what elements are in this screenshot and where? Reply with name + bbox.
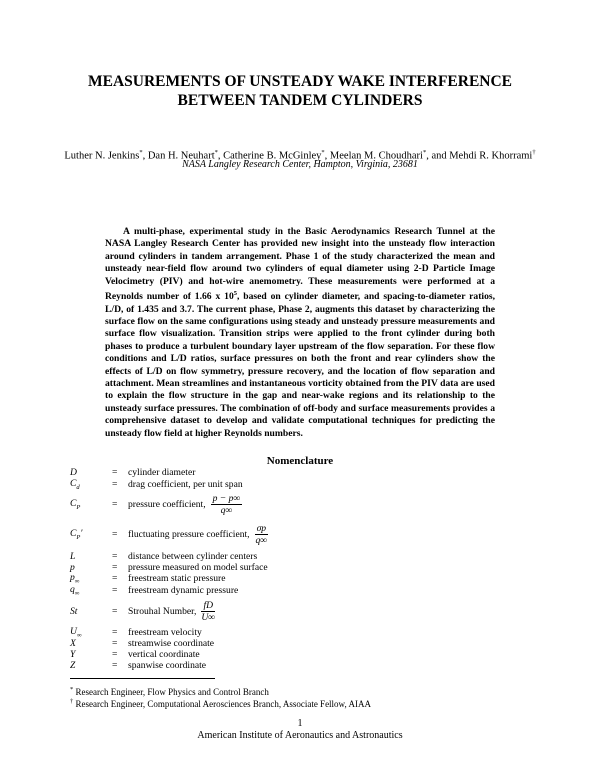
paper-title xyxy=(40,72,560,110)
author-3-mark: * xyxy=(321,149,325,156)
fluctuating-pressure-fraction xyxy=(255,523,269,546)
title-line-1: MEASUREMENTS OF UNSTEADY WAKE INTERFERENCE xyxy=(87,73,513,90)
footnote-1-mark: * xyxy=(70,686,74,693)
nom-symbol-base: C xyxy=(70,527,77,539)
nomenclature-row-X xyxy=(70,638,530,649)
nom-symbol-sub: P xyxy=(76,533,81,541)
nom-definition: cylinder diameter xyxy=(128,466,196,478)
abstract-exponent: 5 xyxy=(233,290,237,298)
nom-definition: freestream velocity xyxy=(128,626,202,638)
nom-equals: = xyxy=(112,550,118,562)
nom-equals: = xyxy=(112,573,118,584)
nom-symbol xyxy=(70,498,112,511)
nom-definition: distance between cylinder centers xyxy=(128,550,258,562)
author-4-mark: * xyxy=(422,149,427,156)
fraction-denominator: q∞ xyxy=(220,505,233,516)
nom-symbol-sub: P xyxy=(76,503,81,511)
abstract-part-2: , based on cylinder diameter, and spacing-to-diameter ratios, L/D, of 1.435 and 3.7. The current phase, Phase 2, augments this dataset by characterizing the surface flow on the same configurations using steady and unsteady pressure measurements and surface flow visualization. Transition strips were applied to the front cylinder during both phases to produce a turbulent boundary layer upstream of the flow separation. For these flow conditions and L/D ratios, surface pressures on both the front and rear cylinders show the effects of L/D on flow symmetry, pressure recovery, and the location of flow separation and attachment. Mean streamlines and instantaneous vorticity obtained from the PIV data are used to explain the flow structure in the gap and near-wake regions and its relationship to the unsteady surface pressures. The combination of off-body and surface measurements provides a comprehensive dataset to develop and validate computational techniques for predicting the unsteady flow field at higher Reynolds numbers. xyxy=(105,291,495,439)
nom-definition: pressure measured on model surface xyxy=(128,562,268,573)
nomenclature-heading: Nomenclature xyxy=(266,455,334,467)
nom-definition xyxy=(128,493,530,516)
nomenclature-row-q-inf xyxy=(70,584,530,596)
nom-definition: vertical coordinate xyxy=(128,649,200,660)
nom-equals: = xyxy=(112,528,118,540)
author-3: , Catherine B. McGinley xyxy=(217,150,322,162)
nom-symbol xyxy=(70,478,112,491)
nom-definition xyxy=(128,600,530,623)
nom-symbol-sub: ∞ xyxy=(76,631,82,639)
nom-definition xyxy=(128,523,530,546)
nom-definition: freestream dynamic pressure xyxy=(128,584,239,596)
nom-symbol-base: U xyxy=(70,625,77,637)
author-1: Luther N. Jenkins xyxy=(64,150,140,162)
nom-symbol: Y xyxy=(70,649,76,660)
nom-symbol: p xyxy=(70,562,75,573)
nom-definition: freestream static pressure xyxy=(128,573,226,584)
nom-equals: = xyxy=(112,562,118,573)
nom-symbol-sub: d xyxy=(76,483,80,491)
footnote-2-text: Research Engineer, Computational Aerosciences Branch, Associate Fellow, AIAA xyxy=(73,699,371,709)
nom-equals: = xyxy=(112,479,118,490)
nomenclature-row-L xyxy=(70,550,530,562)
footnote-divider xyxy=(70,678,215,679)
nom-symbol: L xyxy=(70,550,76,562)
nom-equals: = xyxy=(112,605,118,617)
nom-symbol xyxy=(70,528,112,541)
nom-symbol: Z xyxy=(70,660,76,671)
nomenclature-row-p-inf xyxy=(70,573,530,584)
abstract-part-1: A multi-phase, experimental study in the Basic Aerodynamics Research Tunnel at the NASA Langley Research Center has provided new insight into the unsteady flow interaction around cylinders in tandem arrangement. Phase 1 of the study characterized the mean and unsteady near-field flow around two cylinders of equal diameter using 2-D Particle Image Velocimetry (PIV) and hot-wire anemometry. These measurements were performed at a Reynolds number of 1.66 x 10 xyxy=(105,226,495,303)
nom-equals: = xyxy=(112,584,118,596)
organization-footer: American Institute of Aeronautics and Astronautics xyxy=(197,730,403,741)
nom-symbol-sub: ∞ xyxy=(74,577,80,585)
title-line-2: BETWEEN TANDEM CYLINDERS xyxy=(177,92,423,109)
page-number: 1 xyxy=(297,718,303,729)
nom-definition-text: fluctuating pressure coefficient, xyxy=(128,528,250,540)
fraction-numerator: fD xyxy=(203,599,214,611)
nomenclature-row-Y xyxy=(70,649,530,660)
nomenclature-row-U-inf xyxy=(70,626,530,638)
author-5-mark: † xyxy=(532,149,536,156)
fraction-numerator: σp xyxy=(256,522,267,534)
nom-equals: = xyxy=(112,626,118,638)
author-2-mark: * xyxy=(214,149,218,156)
nom-symbol: X xyxy=(70,638,76,649)
nomenclature-row-St xyxy=(70,596,530,626)
nom-symbol-base: C xyxy=(70,498,77,510)
nom-equals: = xyxy=(112,649,118,660)
fraction-numerator: p − p∞ xyxy=(212,493,241,504)
nom-symbol: St xyxy=(70,605,78,617)
fraction-denominator: q∞ xyxy=(255,534,268,546)
author-2: , Dan H. Neuhart xyxy=(142,150,215,162)
nomenclature-row-p xyxy=(70,562,530,573)
pressure-coefficient-fraction xyxy=(211,493,243,516)
nomenclature-row-D xyxy=(70,466,530,478)
nom-equals: = xyxy=(112,466,118,478)
footnote-1-text: Research Engineer, Flow Physics and Control Branch xyxy=(73,687,269,697)
nom-equals: = xyxy=(112,638,118,649)
nom-definition: spanwise coordinate xyxy=(128,660,207,671)
footnote-2 xyxy=(70,696,371,710)
footnote-2-mark: † xyxy=(70,698,74,705)
author-4: , Meelan M. Choudhari xyxy=(324,150,423,162)
author-1-mark: * xyxy=(139,149,143,156)
strouhal-fraction xyxy=(201,600,215,623)
nom-equals: = xyxy=(112,660,118,671)
nomenclature-row-Cp xyxy=(70,491,530,518)
nom-symbol xyxy=(70,584,112,597)
abstract xyxy=(105,226,495,440)
nom-symbol: D xyxy=(70,466,77,478)
fraction-denominator: U∞ xyxy=(201,611,216,623)
nom-definition-text: pressure coefficient, xyxy=(128,499,206,510)
nom-symbol-sub: ∞ xyxy=(74,589,80,597)
affiliation: NASA Langley Research Center, Hampton, Virginia, 23681 xyxy=(182,159,418,170)
nom-definition: streamwise coordinate xyxy=(128,638,215,649)
nom-equals: = xyxy=(112,499,118,510)
nom-definition: drag coefficient, per unit span xyxy=(128,479,243,490)
nom-symbol-prime: ′ xyxy=(80,527,83,539)
nom-symbol xyxy=(70,626,112,639)
nom-symbol-base: C xyxy=(70,478,77,490)
nom-definition-text: Strouhal Number, xyxy=(128,605,197,617)
nomenclature-row-Cd xyxy=(70,478,530,491)
nomenclature-row-Z xyxy=(70,660,530,671)
nom-symbol-base: p xyxy=(70,572,75,584)
author-5: , and Mehdi R. Khorrami xyxy=(426,150,533,162)
nom-symbol-base: q xyxy=(70,583,75,595)
nomenclature-row-Cp-prime xyxy=(70,518,530,550)
nomenclature-list xyxy=(70,466,530,671)
